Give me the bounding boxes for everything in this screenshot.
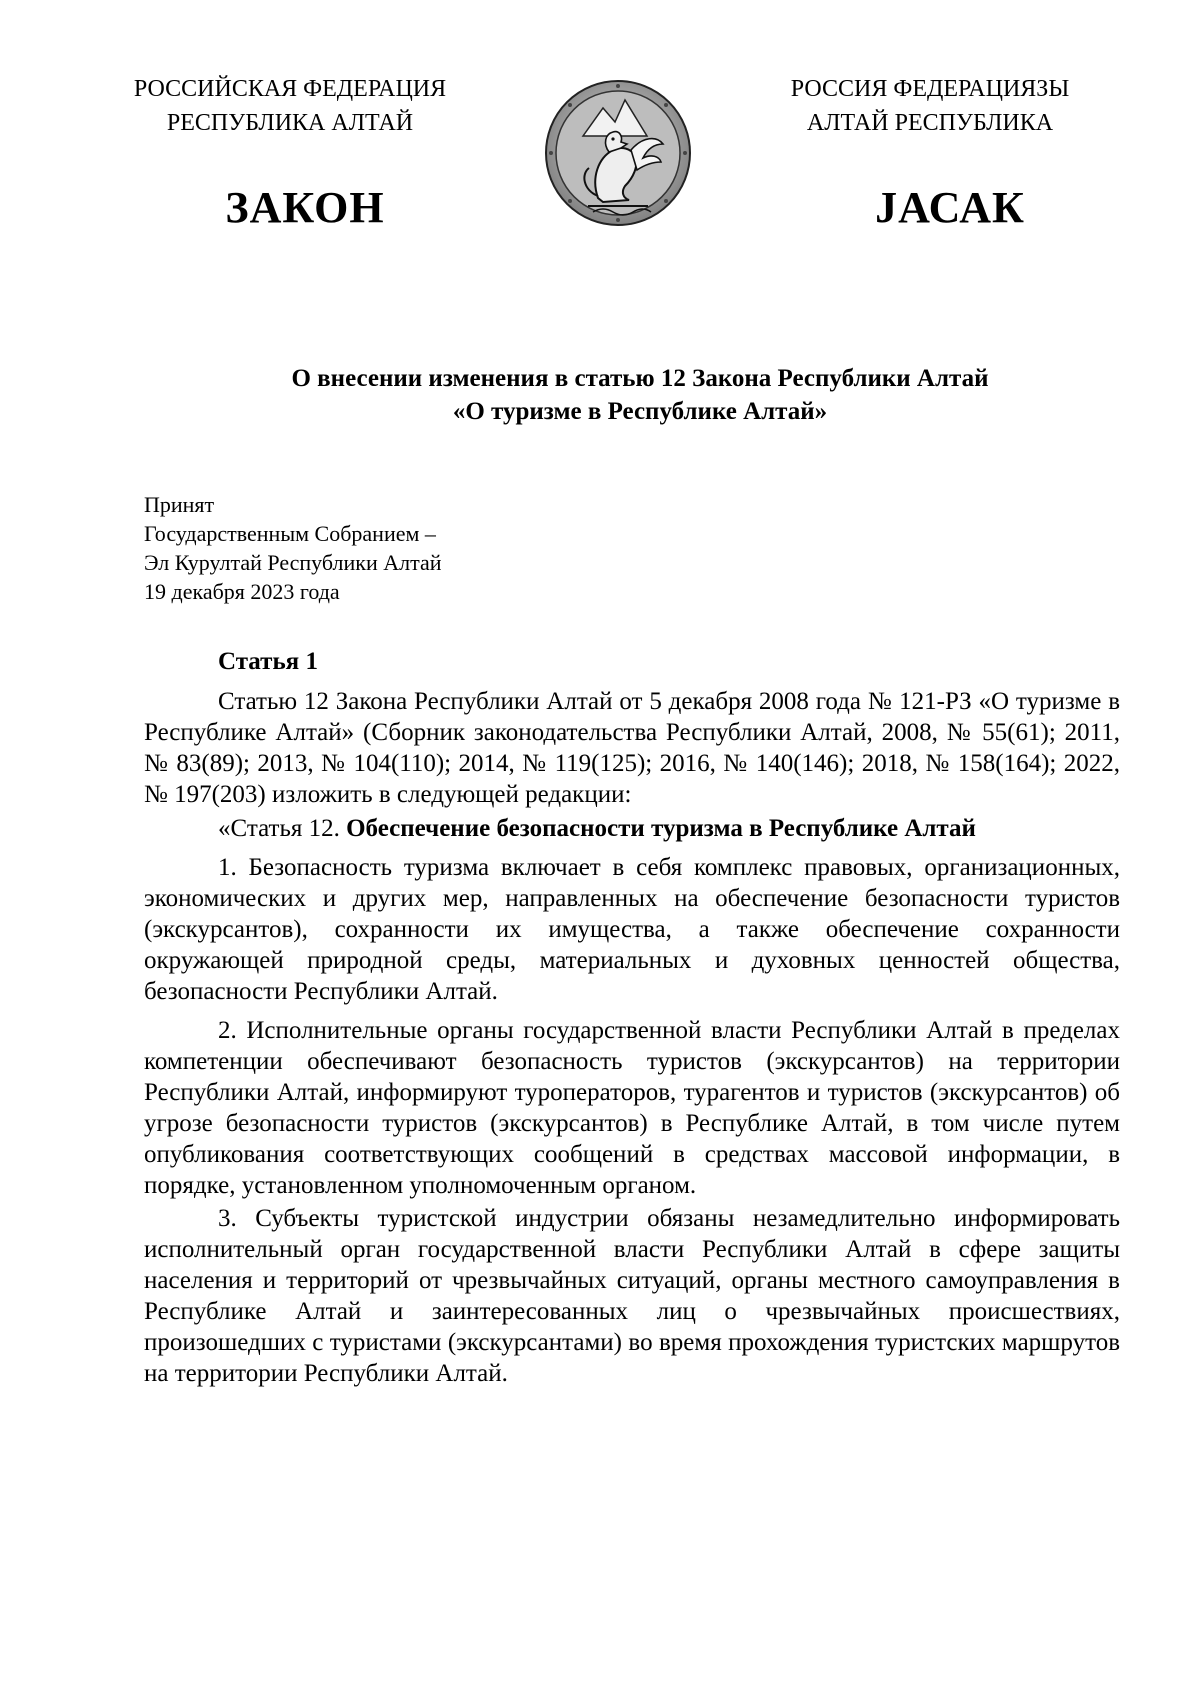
adoption-line-3: Эл Курултай Республики Алтай: [144, 550, 442, 575]
quoted-article-title: Обеспечение безопасности туризма в Республике Алтай: [346, 815, 976, 842]
adoption-date: 19 декабря 2023 года: [144, 579, 340, 604]
country-name-alt: РОССИЯ ФЕДЕРАЦИЯЗЫ: [790, 76, 1070, 102]
adoption-line-1: Принят: [144, 492, 215, 517]
country-name-ru: РОССИЙСКАЯ ФЕДЕРАЦИЯ: [133, 76, 447, 102]
coat-of-arms-icon: [543, 78, 693, 228]
law-title-line-2: «О туризме в Республике Алтай»: [452, 398, 828, 425]
point-3-paragraph: 3. Субъекты туристской индустрии обязаны незамедлительно информировать исполнительный орган государственной власти Республики Алтай в сфере защиты населения и территорий от чрезвычайных ситуаций, органы местного самоуправления в Республике Алтай и заинтересованных лиц о чрезвычайных происшествиях, произошедших с туристами (экскурсантами) во время прохождения туристских маршрутов на территории Республики Алтай.: [144, 1205, 1120, 1387]
document-body: [144, 646, 1120, 1389]
republic-name-ru: РЕСПУБЛИКА АЛТАЙ: [166, 110, 414, 136]
law-title: [220, 362, 1060, 428]
article-heading: Статья 1: [218, 648, 318, 675]
point-2-paragraph: 2. Исполнительные органы государственной власти Республики Алтай в пределах компетенции обеспечивают безопасность туристов (экскурсантов) на территории Республики Алтай, информируют туроператоров, турагентов и туристов (экскурсантов) об угрозе безопасности туристов (экскурсантов) в Республике Алтай, в том числе путем опубликования соответствующих сообщений в средствах массовой информации, в порядке, установленном уполномоченным органом.: [144, 1017, 1120, 1199]
doc-type-ru: ЗАКОН: [225, 183, 385, 232]
law-title-line-1: О внесении изменения в статью 12 Закона Республики Алтай: [291, 365, 989, 392]
point-1-paragraph: 1. Безопасность туризма включает в себя комплекс правовых, организационных, экономических и других мер, направленных на обеспечение безопасности туристов (экскурсантов), сохранности их имущества, а также обеспечение сохранности окружающей природной среды, материальных и духовных ценностей общества, безопасности Республики Алтай.: [144, 854, 1120, 1005]
adoption-line-2: Государственным Собранием –: [144, 521, 436, 546]
header-right: [730, 72, 1130, 140]
doc-type-alt: JАСАК: [875, 183, 1025, 232]
republic-name-alt: АЛТАЙ РЕСПУБЛИКА: [806, 110, 1054, 136]
quoted-article-prefix: «Статья 12.: [218, 815, 347, 842]
header-left: [80, 72, 500, 140]
adoption-info: [144, 490, 442, 606]
quoted-article-heading: [144, 813, 1120, 844]
article-intro-paragraph: Статью 12 Закона Республики Алтай от 5 декабря 2008 года № 121-РЗ «О туризме в Республике Алтай» (Сборник законодательства Республики Алтай, 2008, № 55(61); 2011, № 83(89); 2013, № 104(110); 2014, № 119(125); 2016, № 140(146); 2018, № 158(164); 2022, № 197(203) изложить в следующей редакции:: [144, 688, 1120, 808]
